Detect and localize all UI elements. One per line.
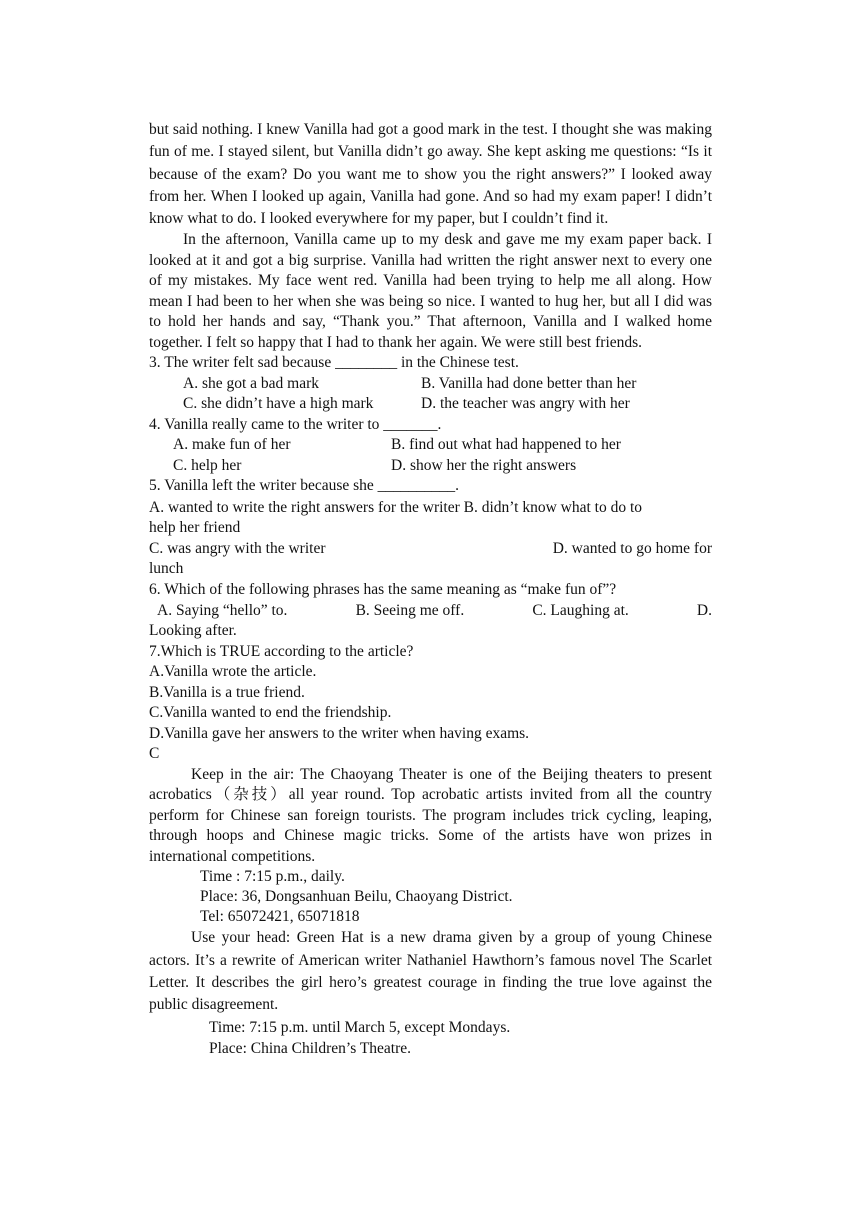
question-5-options-line-1: [149, 497, 712, 518]
question-4-option-c: C. help her: [173, 456, 242, 474]
question-7-option-c: C.Vanilla wanted to end the friendship.: [149, 704, 392, 722]
question-6-option-d: D.: [696, 602, 712, 620]
question-3-option-c: C. she didn’t have a high mark: [183, 395, 374, 413]
question-6-stem: 6. Which of the following phrases has the same meaning as “make fun of”?: [149, 580, 617, 598]
question-5-options-line-2: [149, 538, 712, 559]
question-7-option-d: D.Vanilla gave her answers to the writer when having exams.: [149, 724, 530, 742]
question-5-stem: 5. Vanilla left the writer because she __________.: [149, 477, 460, 495]
question-3-stem: 3. The writer felt sad because ________ in the Chinese test.: [149, 354, 519, 372]
question-7-option-a: A.Vanilla wrote the article.: [149, 663, 317, 681]
question-4-options-row-2: [149, 456, 712, 477]
question-4-options-row-1: [149, 435, 712, 456]
question-3-option-d: D. the teacher was angry with her: [421, 395, 630, 413]
passage-c-label: C: [149, 745, 160, 763]
question-3-options-row-1: [149, 374, 712, 395]
question-4-stem: 4. Vanilla really came to the writer to _______.: [149, 415, 442, 433]
passage-b-paragraph-1: but said nothing. I knew Vanilla had got a good mark in the test. I thought she was making fun of me. I stayed silent, but Vanilla didn’t go away. She kept asking me questions: “Is it because of the exam? Do you want me to show you the right answers?” I looked away from her. When I looked up again, Vanilla had gone. And so had my exam paper! I didn’t know what to do. I looked everywhere for my paper, but I couldn’t find it.: [149, 121, 712, 228]
passage-b-paragraph-2: In the afternoon, Vanilla came up to my desk and gave me my exam paper back. I looked at it and got a big surprise. Vanilla had written the right answer next to every one of my mistakes. My face went red. Vanilla had been trying to help me all along. How mean I had been to her when she was being so nice. I wanted to hug her, but all I did was to hold her hands and say, “Thank you.” That afternoon, Vanilla and I walked home together. I felt so happy that I had to thank her again. We were still best friends.: [149, 231, 712, 351]
question-5-option-c: C. was angry with the writer: [149, 540, 326, 558]
question-3-options-row-2: [149, 394, 712, 415]
question-6-option-a: A. Saying “hello” to.: [157, 602, 288, 620]
question-3-option-b: B. Vanilla had done better than her: [421, 374, 637, 392]
question-6-option-b: B. Seeing me off.: [355, 602, 465, 620]
question-6-options: [149, 600, 712, 621]
passage-c-time-2: Time: 7:15 p.m. until March 5, except Mondays.: [209, 1018, 511, 1036]
question-4-option-b: B. find out what had happened to her: [391, 436, 621, 454]
question-6-option-c: C. Laughing at.: [532, 602, 629, 620]
question-6-option-d-cont: Looking after.: [149, 622, 237, 640]
passage-c-time-1: Time : 7:15 p.m., daily.: [200, 868, 345, 886]
passage-c-paragraph-2: Use your head: Green Hat is a new drama given by a group of young Chinese actors. It’s a rewrite of American writer Nathaniel Hawthorn’s famous novel The Scarlet Letter. It describes the girl hero’s greatest courage in finding the true love against the public disagreement.: [149, 929, 712, 1014]
question-7-stem: 7.Which is TRUE according to the article?: [149, 642, 414, 660]
question-5-option-d-cont: lunch: [149, 560, 184, 578]
question-5-option-a: A. wanted to write the right answers for the writer B. didn’t know what to do to: [149, 498, 643, 516]
passage-c-tel-1: Tel: 65072421, 65071818: [200, 908, 360, 926]
passage-c-paragraph-1: Keep in the air: The Chaoyang Theater is one of the Beijing theaters to present acrobatics（杂技）all year round. Top acrobatic artists invited from all the country perform for Chinese san foreign tourists. The program includes trick cycling, leaping, through hoops and Chinese magic tricks. Some of the artists have won prizes in international competitions.: [149, 765, 712, 865]
question-5-option-d: D. wanted to go home for: [552, 540, 712, 558]
document-body: [149, 119, 712, 1060]
question-7-option-b: B.Vanilla is a true friend.: [149, 683, 305, 701]
question-5-option-b-cont: help her friend: [149, 518, 241, 536]
passage-c-place-2: Place: China Children’s Theatre.: [209, 1040, 412, 1058]
question-4-option-a: A. make fun of her: [173, 436, 291, 454]
question-4-option-d: D. show her the right answers: [391, 456, 577, 474]
question-3-option-a: A. she got a bad mark: [183, 374, 320, 392]
passage-c-place-1: Place: 36, Dongsanhuan Beilu, Chaoyang District.: [200, 888, 513, 906]
